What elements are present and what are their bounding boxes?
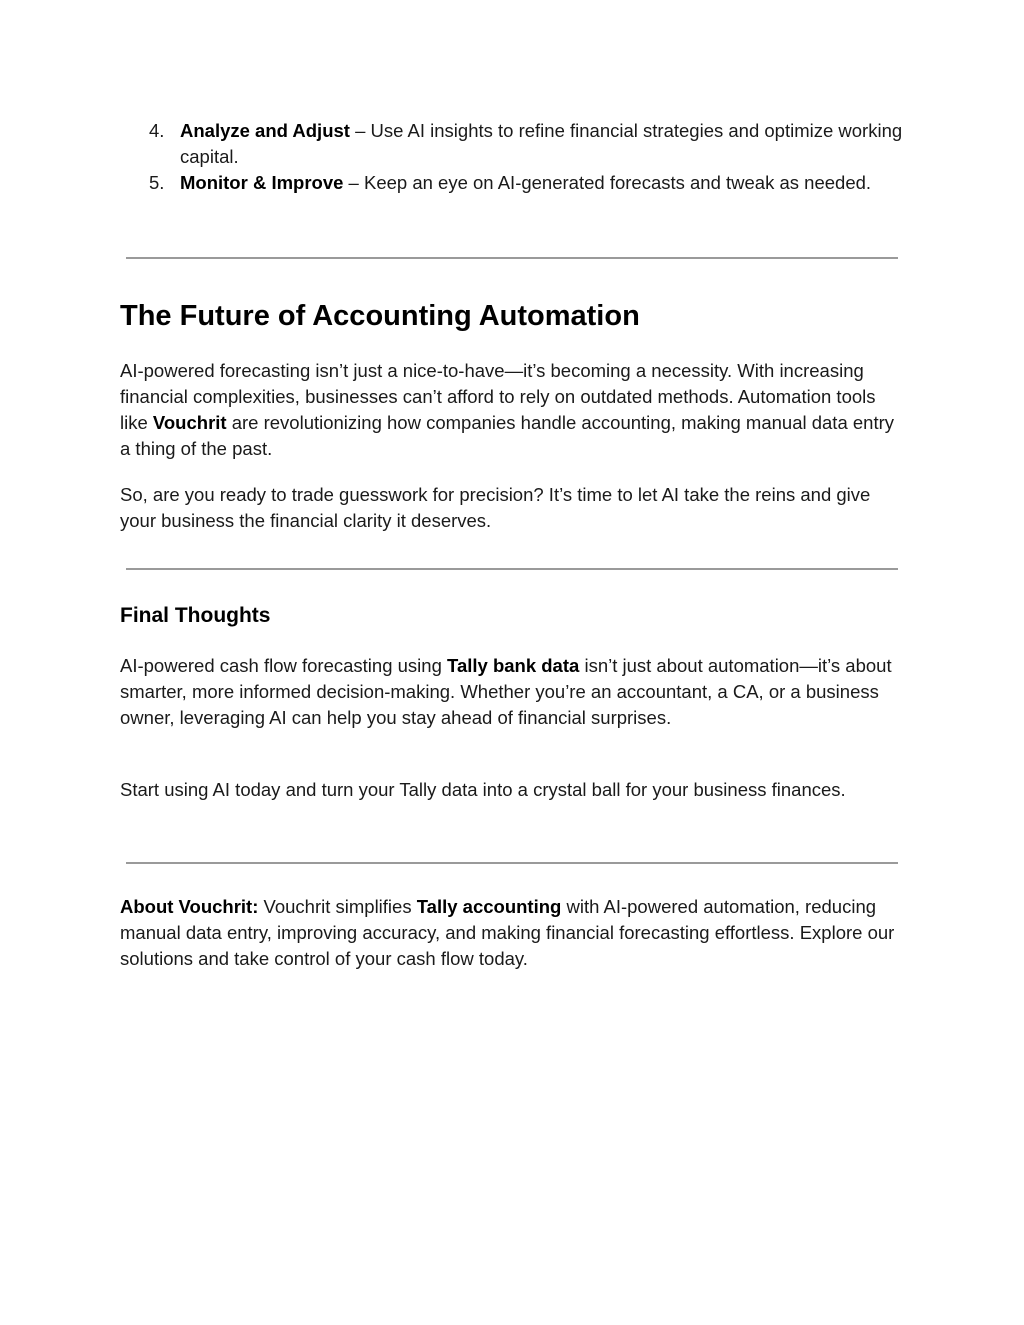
list-number: 4. <box>149 120 165 141</box>
steps-list <box>120 118 904 196</box>
brand-name: Vouchrit <box>152 412 227 433</box>
section-divider <box>126 568 898 570</box>
future-heading: The Future of Accounting Automation <box>120 300 640 332</box>
paragraph-text: Vouchrit simplifies <box>258 896 417 917</box>
paragraph-text: are revolutionizing how companies handle accounting, making manual data entry a thing of the past. <box>120 412 895 459</box>
bold-term: Tally accounting <box>416 896 562 917</box>
list-item <box>120 170 904 196</box>
final-heading: Final Thoughts <box>120 604 271 627</box>
step-text: – Use AI insights to refine financial strategies and optimize working capital. <box>180 120 903 167</box>
paragraph-text: AI-powered forecasting isn’t just a nice-to-have—it’s becoming a necessity. With increasing financial complexities, businesses can’t afford to rely on outdated methods. Automation tools like <box>120 360 876 433</box>
section-divider <box>126 257 898 259</box>
future-paragraph-1 <box>120 358 904 462</box>
list-number: 5. <box>149 172 165 193</box>
paragraph-text: with AI-powered automation, reducing manual data entry, improving accuracy, and making financial forecasting effortless. Explore our solutions and take control of your cash flow today. <box>120 896 895 969</box>
step-title: Monitor & Improve <box>180 172 344 193</box>
about-label: About Vouchrit: <box>120 896 259 917</box>
about-paragraph <box>120 894 904 972</box>
section-divider <box>126 862 898 864</box>
final-paragraph-2: Start using AI today and turn your Tally data into a crystal ball for your business finances. <box>120 779 846 800</box>
final-paragraph-1 <box>120 653 904 731</box>
paragraph-text: AI-powered cash flow forecasting using <box>120 655 448 676</box>
bold-term: Tally bank data <box>447 655 580 676</box>
step-text: – Keep an eye on AI-generated forecasts and tweak as needed. <box>343 172 872 193</box>
step-title: Analyze and Adjust <box>180 120 350 141</box>
paragraph-text: isn’t just about automation—it’s about smarter, more informed decision-making. Whether you’re an accountant, a CA, or a business owner, leveraging AI can help you stay ahead of financial surprises. <box>120 655 892 728</box>
future-paragraph-2: So, are you ready to trade guesswork for precision? It’s time to let AI take the reins and give your business the financial clarity it deserves. <box>120 484 871 531</box>
list-item <box>120 118 904 170</box>
